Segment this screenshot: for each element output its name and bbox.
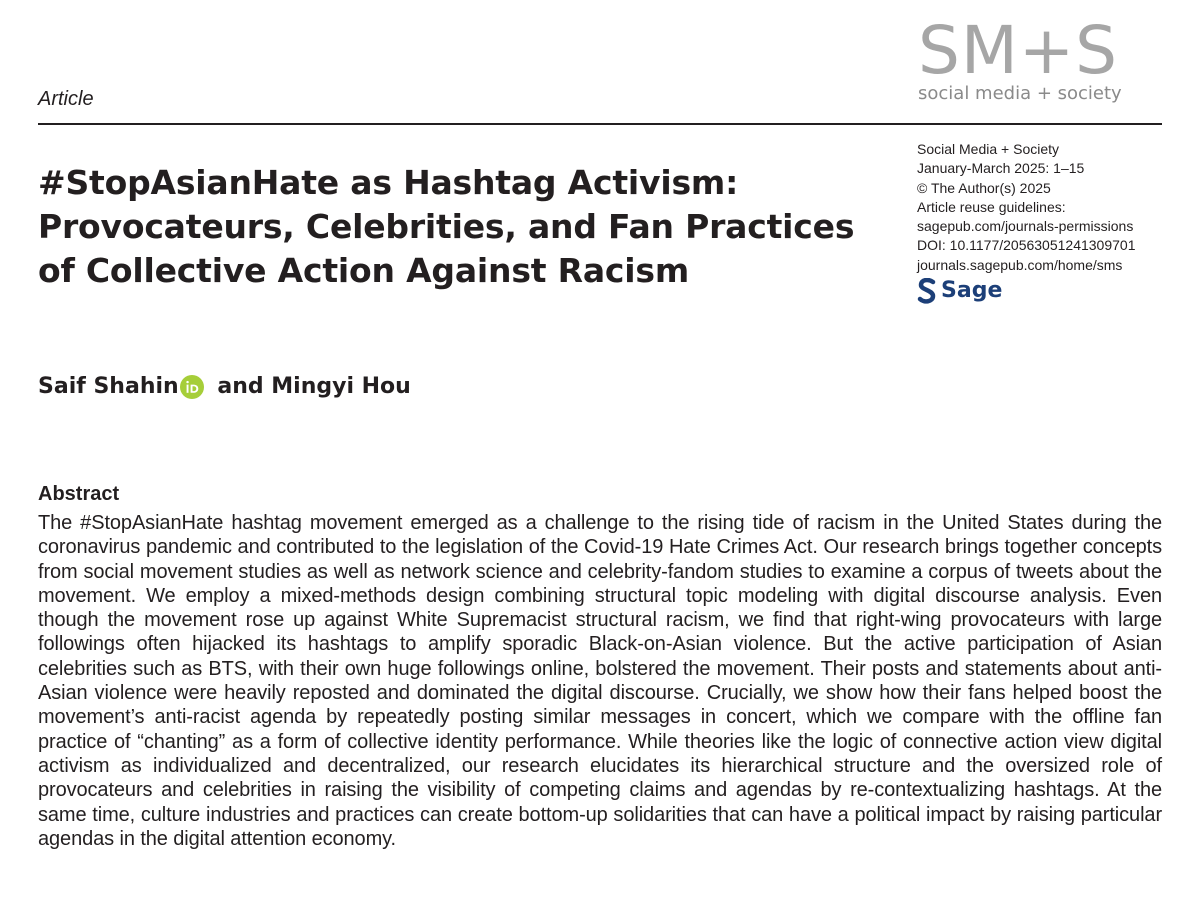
journal-logo-subtitle: social media + society: [918, 83, 1122, 104]
author-first: Saif Shahin: [38, 374, 179, 399]
abstract-text: The #StopAsianHate hashtag movement emerged as a challenge to the rising tide of racism in the United States during the coronavirus pandemic and contributed to the legislation of the Covid-19 Hate Crimes Act. Our research brings together concepts from social movement studies as well as network science and celebrity-fandom studies to examine a corpus of tweets about the movement. We employ a mixed-methods design combining structural topic modeling with digital discourse analysis. Even though the movement rose up against White Supremacist structural racism, we find that right-wing provocateurs with large followings often hijacked its hashtags to amplify sporadic Black-on-Asian violence. But the active participation of Asian celebrities such as BTS, with their own huge followings online, bolstered the movement. Their posts and statements about anti-Asian violence were heavily reposted and dominated the digital discourse. Crucially, we show how their fans helped boost the movement’s anti-racist agenda by repeatedly posting similar messages in concert, which we compare with the offline fan practice of “chanting” as a form of collective identity performance. While theories like the logic of connective action view digital activism as individualized and decentralized, our research elucidates its hierarchical structure and the oversized role of provocateurs and celebrities in raising the visibility of competing claims and agendas by re-contextualizing hashtags. At the same time, culture industries and practices can create bottom-up solidarities that can have a political impact by raising particular agendas in the digital attention economy.: [38, 512, 1162, 850]
journal-name: Social Media + Society: [917, 141, 1060, 157]
permissions-link[interactable]: sagepub.com/journals-permissions: [917, 218, 1134, 235]
article-title-line-2: Provocateurs, Celebrities, and Fan Practices: [38, 207, 855, 246]
reuse-guidelines-label: Article reuse guidelines:: [917, 198, 1066, 215]
journal-logo-mark: SM+S: [918, 12, 1119, 89]
article-title-line-1: #StopAsianHate as Hashtag Activism:: [38, 163, 739, 202]
publisher-logo: [917, 278, 1002, 304]
author-rest: and Mingyi Hou: [209, 374, 411, 399]
journal-issue: January-March 2025: 1–15: [917, 160, 1085, 177]
journal-homepage-link[interactable]: journals.sagepub.com/home/sms: [917, 256, 1123, 273]
article-title-line-3: of Collective Action Against Racism: [38, 251, 690, 290]
journal-info: [917, 140, 1136, 275]
sage-s-icon: [917, 278, 937, 304]
abstract-heading: Abstract: [38, 483, 120, 505]
header-divider: [38, 123, 1162, 125]
article-title: [38, 161, 898, 293]
article-type-label: Article: [38, 88, 94, 110]
author-list: [38, 372, 411, 402]
copyright: © The Author(s) 2025: [917, 179, 1051, 196]
publisher-name: Sage: [941, 278, 1003, 303]
journal-logo: [918, 12, 1122, 104]
orcid-icon[interactable]: [180, 375, 204, 399]
doi[interactable]: DOI: 10.1177/20563051241309701: [917, 237, 1136, 254]
